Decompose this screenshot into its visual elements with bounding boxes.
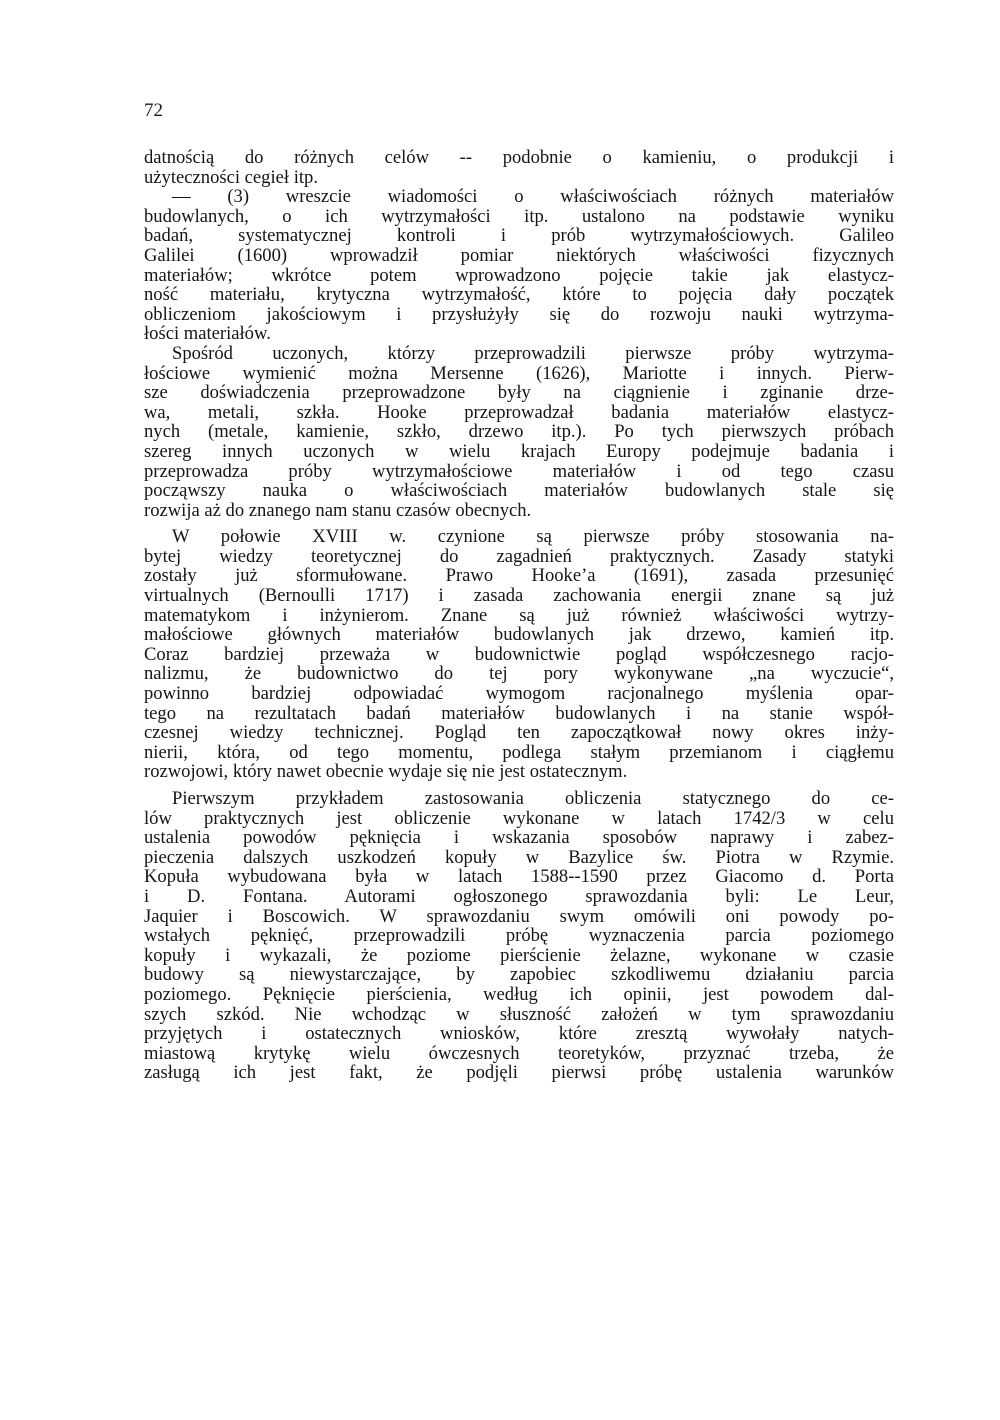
text-line: obliczeniom jakościowym i przysłużyły się do rozwoju nauki wytrzyma- — [144, 303, 894, 325]
text-line: począwszy nauka o właściwościach materiałów budowlanych stale się — [144, 480, 894, 502]
text-line: badań, systematycznej kontroli i prób wytrzymałościowych. Galileo — [144, 225, 894, 247]
text-line: tego na rezultatach badań materiałów budowlanych i na stanie współ- — [144, 702, 894, 724]
text-line: — (3) wreszcie wiadomości o właściwościach różnych materiałów — [172, 186, 894, 208]
paragraph — [144, 789, 894, 1083]
text-line: lów praktycznych jest obliczenie wykonane w latach 1742/3 w celu — [144, 807, 894, 829]
text-line: nierii, która, od tego momentu, podlega stałym przemianom i ciągłemu — [144, 741, 894, 763]
text-line: szereg innych uczonych w wielu krajach Europy podejmuje badania i — [144, 440, 894, 462]
paragraph — [144, 344, 894, 520]
text-line: pieczenia dalszych uszkodzeń kopuły w Bazylice św. Piotra w Rzymie. — [144, 846, 894, 868]
text-line: budowlanych, o ich wytrzymałości itp. ustalono na podstawie wyniku — [144, 205, 894, 227]
text-line: Jaquier i Boscowich. W sprawozdaniu swym omówili oni powody po- — [144, 905, 894, 927]
text-line: kopuły i wykazali, że poziome pierścienie żelazne, wykonane w czasie — [144, 944, 894, 966]
text-line: poziomego. Pęknięcie pierścienia, według ich opinii, jest powodem dal- — [144, 983, 894, 1005]
text-line: wstałych pęknięć, przeprowadzili próbę wyznaczenia parcia poziomego — [144, 925, 894, 947]
text-line: Coraz bardziej przeważa w budownictwie pogląd współczesnego racjo- — [144, 643, 894, 665]
text-line: przyjętych i ostatecznych wniosków, które zresztą wywołały natych- — [144, 1023, 894, 1045]
body-text — [144, 148, 894, 1083]
text-line: powinno bardziej odpowiadać wymogom racjonalnego myślenia opar- — [144, 683, 894, 705]
text-line: matematykom i inżynierom. Znane są już również właściwości wytrzy- — [144, 604, 894, 626]
text-line: materiałów; wkrótce potem wprowadzono pojęcie takie jak elastycz- — [144, 264, 894, 286]
text-line: Pierwszym przykładem zastosowania obliczenia statycznego do ce- — [172, 788, 894, 809]
text-line: bytej wiedzy teoretycznej do zagadnień praktycznych. Zasady statyki — [144, 545, 894, 567]
text-line: sze doświadczenia przeprowadzone były na ciągnienie i zginanie drze- — [144, 382, 894, 404]
text-line: ustalenia powodów pęknięcia i wskazania sposobów naprawy i zabez- — [144, 827, 894, 849]
text-line: ność materiału, krytyczna wytrzymałość, które to pojęcia dały początek — [144, 284, 894, 306]
text-line: i D. Fontana. Autorami ogłoszonego sprawozdania byli: Le Leur, — [144, 885, 894, 907]
paragraph — [144, 187, 894, 344]
text-line: virtualnych (Bernoulli 1717) i zasada zachowania energii znane są już — [144, 585, 894, 607]
text-line: małościowe głównych materiałów budowlanych jak drzewo, kamień itp. — [144, 624, 894, 646]
page-number: 72 — [144, 100, 163, 121]
text-line: łościowe wymienić można Mersenne (1626), Mariotte i innych. Pierw- — [144, 362, 894, 384]
text-line: wa, metali, szkła. Hooke przeprowadzał badania materiałów elastycz- — [144, 401, 894, 423]
text-line: łości materiałów. — [144, 323, 271, 345]
paragraph — [144, 148, 894, 187]
text-line: przeprowadza próby wytrzymałościowe materiałów i od tego czasu — [144, 460, 894, 482]
text-line: zasługą ich jest fakt, że podjęli pierwsi próbę ustalenia warunków — [144, 1062, 894, 1084]
text-line: rozwojowi, który nawet obecnie wydaje się nie jest ostatecznym. — [144, 761, 628, 783]
text-line: czesnej wiedzy technicznej. Pogląd ten zapoczątkował nowy okres inży- — [144, 722, 894, 744]
text-line: miastową krytykę wielu ówczesnych teoretyków, przyznać trzeba, że — [144, 1042, 894, 1064]
text-line: Kopuła wybudowana była w latach 1588--1590 przez Giacomo d. Porta — [144, 866, 894, 888]
paragraph — [144, 527, 894, 782]
text-line: datnością do różnych celów -- podobnie o kamieniu, o produkcji i — [144, 147, 894, 168]
text-line: W połowie XVIII w. czynione są pierwsze próby stosowania na- — [172, 526, 894, 548]
text-line: Galilei (1600) wprowadził pomiar niektórych właściwości fizycznych — [144, 244, 894, 266]
text-line: szych szkód. Nie wchodząc w słuszność założeń w tym sprawozdaniu — [144, 1003, 894, 1025]
text-line: nalizmu, że budownictwo do tej pory wykonywane „na wyczucie“, — [144, 663, 894, 685]
text-line: budowy są niewystarczające, by zapobiec szkodliwemu działaniu parcia — [144, 964, 894, 986]
text-line: zostały już sformułowane. Prawo Hooke’a (1691), zasada przesunięć — [144, 565, 894, 587]
text-line: nych (metale, kamienie, szkło, drzewo itp.). Po tych pierwszych próbach — [144, 421, 894, 443]
text-line: rozwija aż do znanego nam stanu czasów obecnych. — [144, 499, 532, 521]
text-line: Spośród uczonych, którzy przeprowadzili pierwsze próby wytrzyma- — [172, 342, 894, 364]
text-line: użyteczności cegieł itp. — [144, 166, 318, 188]
